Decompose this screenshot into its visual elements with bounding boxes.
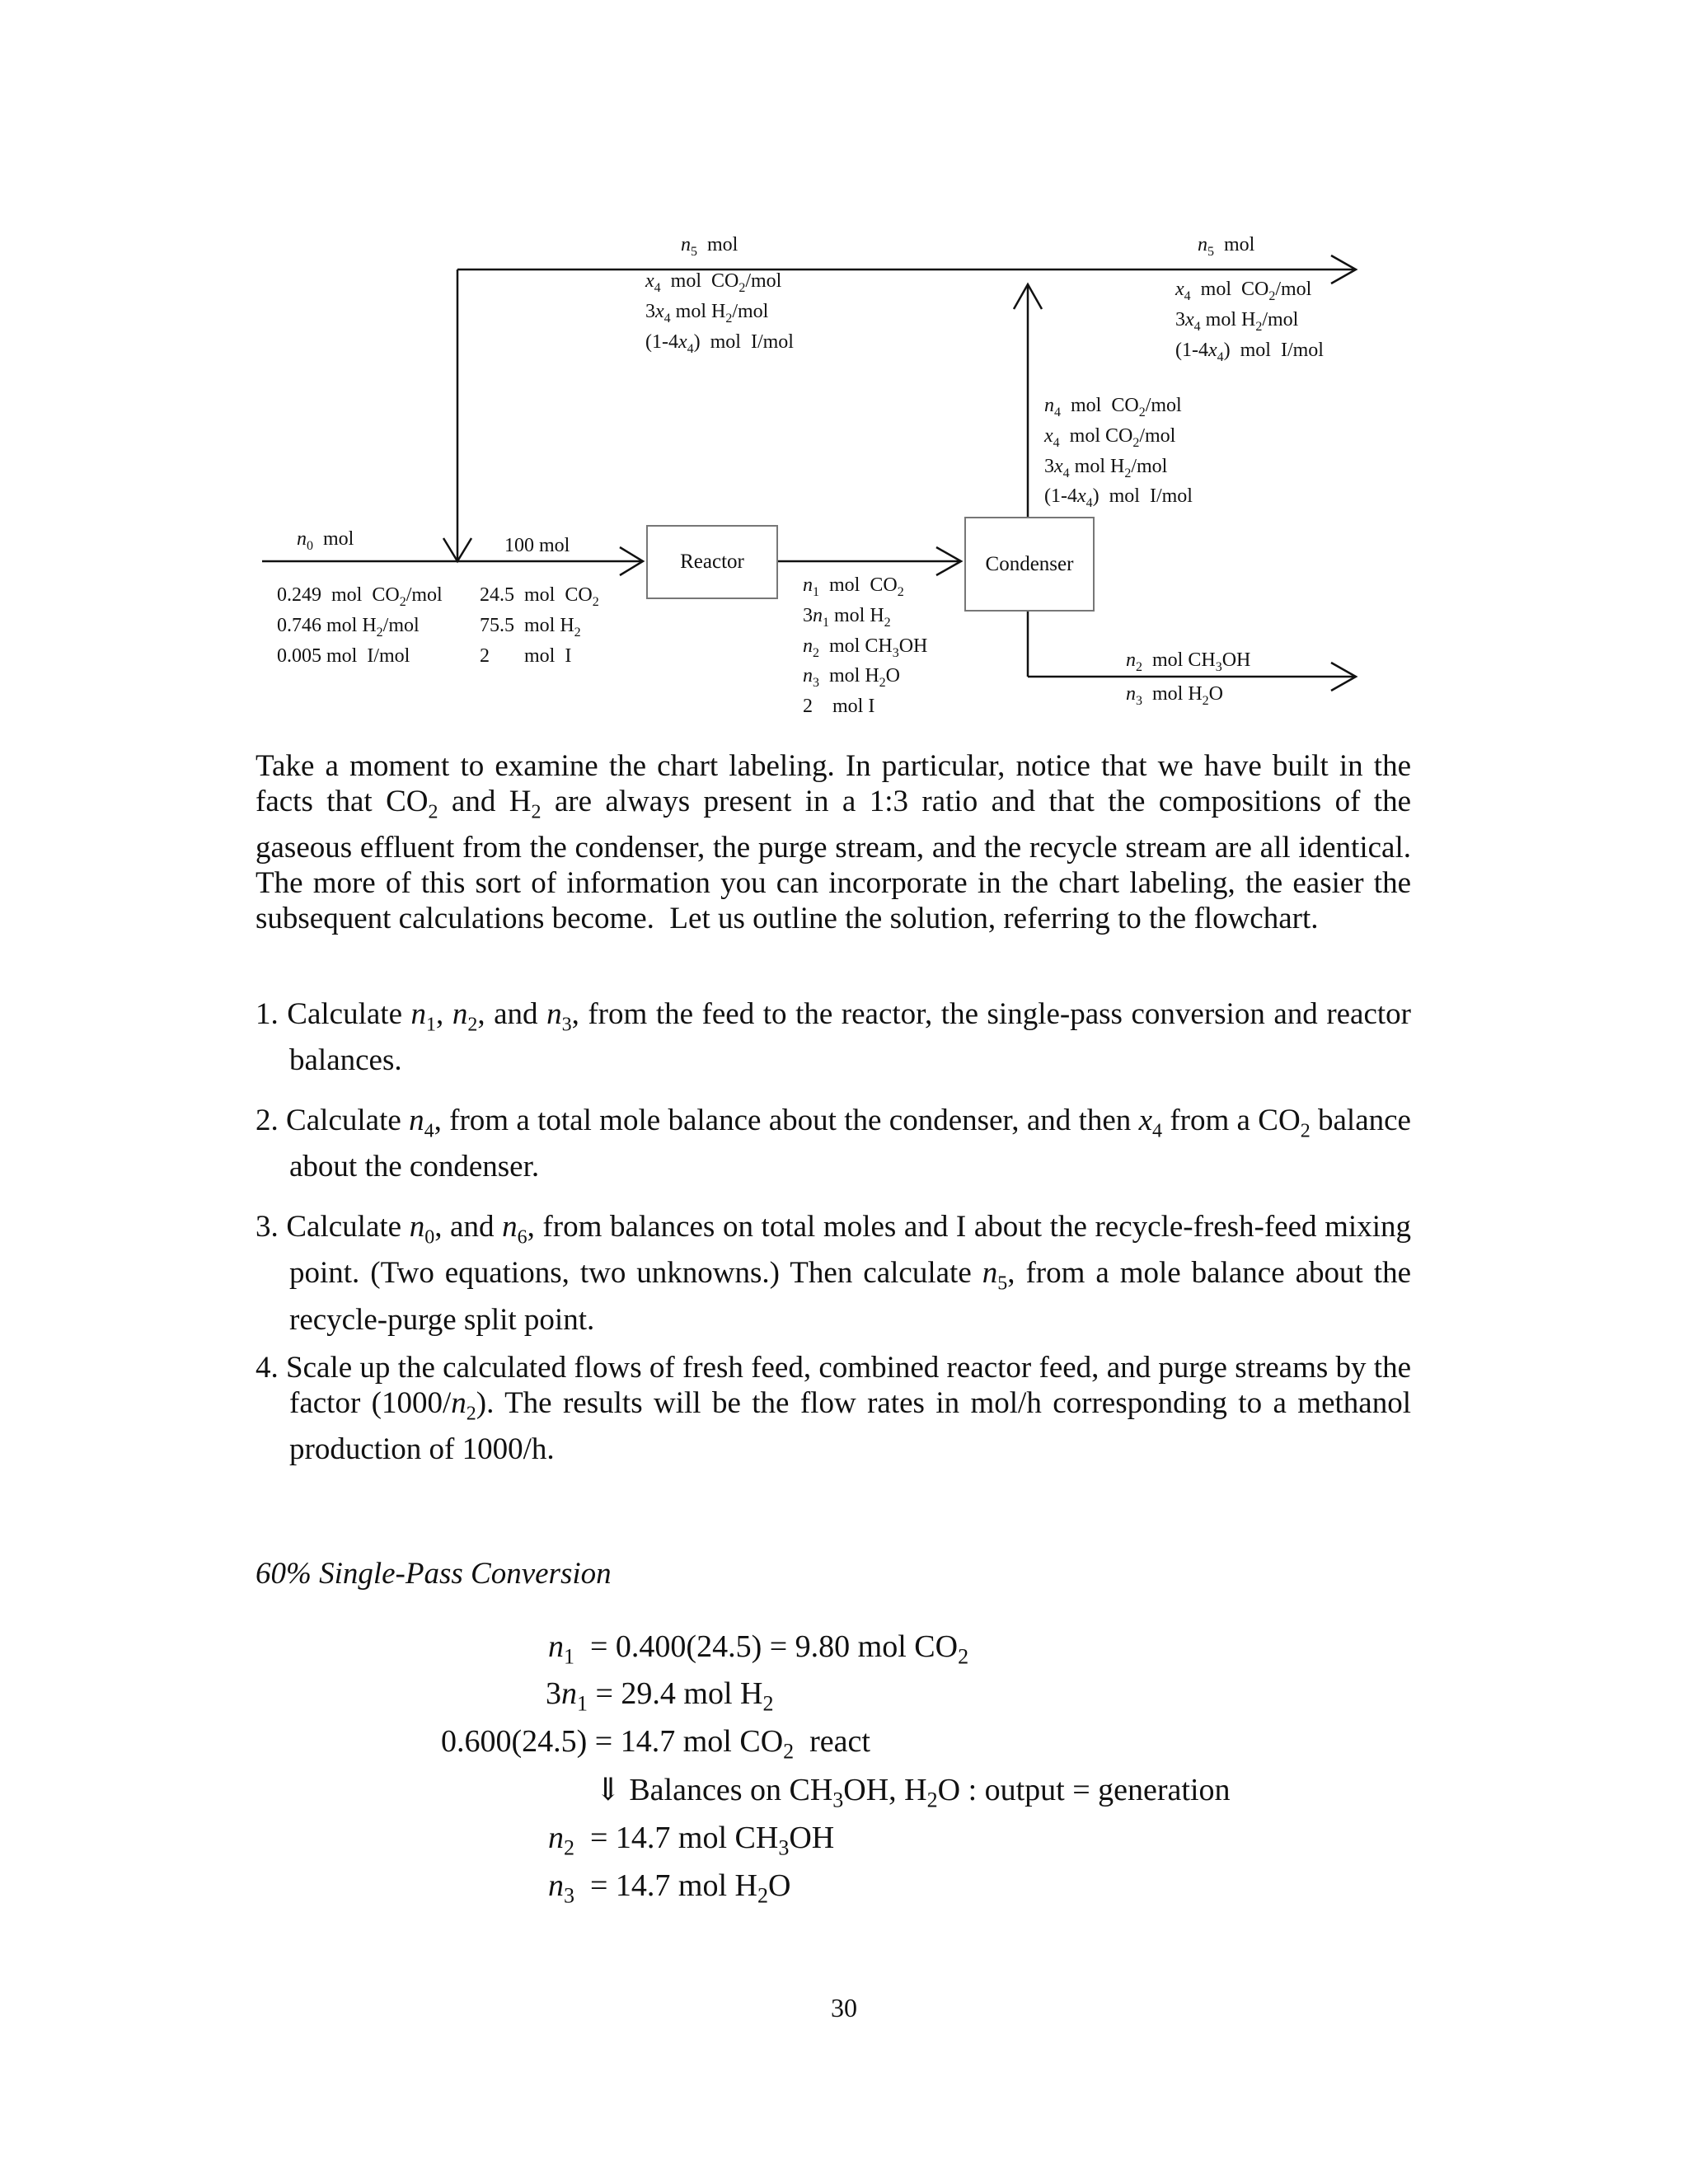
equation-n2: $n_2 = 14.7$ mol $CH_3OH$ <box>548 1821 835 1860</box>
step-4: 4. Scale up the calculated flows of fresh feed, combined reactor feed, and purge streams by the factor $(1000/n_2)$. The results will be the flow rates in mol/h corresponding to a methanol production of 1000/h. <box>256 1351 1411 1467</box>
equation-n3: $n_3 = 14.7$ mol $H_2O$ <box>548 1868 791 1908</box>
liquid-product-methanol: $n_2$ mol $CH_3OH$ <box>1126 649 1251 674</box>
page-number: 30 <box>831 1993 857 2022</box>
section-heading: 60% Single-Pass Conversion <box>256 1557 612 1591</box>
reactor-feed-composition: 24.5 mol $CO_2$ 75.5 mol $H_2$ 2 mol I <box>480 584 599 667</box>
condenser-label: Condenser <box>985 552 1074 575</box>
recycle-stream-composition: $x_4$ mol $CO_2$/mol $3x_4$ mol $H_2$/mol $(1-4x_4)$ mol I/mol <box>645 270 794 356</box>
reactor-label: Reactor <box>680 551 744 573</box>
purge-stream-amount: $n_5$ mol <box>1198 234 1255 259</box>
fresh-feed-composition: 0.249 mol $CO_2$/mol 0.746 mol $H_2$/mol 0.005 mol I/mol <box>277 584 443 667</box>
reactor-feed-amount: 100 mol <box>504 535 570 556</box>
step-2: 2. Calculate $n_4$, from a total mole balance about the condenser, and then $x_4$ from a $CO_2$ balance about the condenser. <box>256 1104 1411 1184</box>
recycle-stream-amount: $n_5$ mol <box>681 234 738 259</box>
equation-3n1: $3n_1 = 29.4$ mol $H_2$ <box>546 1676 774 1716</box>
step-3: 3. Calculate $n_0$, and $n_6$, from balances on total moles and I about the recycle-fresh-feed mixing point. (Two equations, two unknowns.) Then calculate $n_5$, from a mole balance about the recycle-purge split point. <box>256 1210 1411 1337</box>
equation-react: 0.600(24.5) = 14.7 mol $CO_2$ react <box>441 1724 870 1764</box>
equation-balances: ⇓ Balances on $CH_3OH$, $H_2O$ : output = generation <box>595 1773 1231 1812</box>
fresh-feed-amount: $n_0$ mol <box>297 528 354 553</box>
step-1: 1. Calculate $n_1$, $n_2$, and $n_3$, from the feed to the reactor, the single-pass conversion and reactor balances. <box>256 997 1412 1078</box>
purge-stream-composition: $x_4$ mol $CO_2$/mol $3x_4$ mol $H_2$/mol $(1-4x_4)$ mol I/mol <box>1175 279 1324 364</box>
reactor-effluent-composition: $n_1$ mol $CO_2$ $3n_1$ mol $H_2$ $n_2$ mol $CH_3OH$ $n_3$ mol $H_2O$ 2 mol I <box>803 574 928 718</box>
liquid-product-water: $n_3$ mol $H_2O$ <box>1126 683 1224 708</box>
condenser-box <box>964 517 1095 612</box>
reactor-box <box>646 525 778 599</box>
equation-n1: $n_1 = 0.400(24.5) = 9.80$ mol $CO_2$ <box>548 1629 969 1669</box>
condenser-gas-composition: $n_4$ mol $CO_2$/mol $x_4$ mol $CO_2$/mol $3x_4$ mol $H_2$/mol $(1-4x_4)$ mol I/mol <box>1044 395 1193 511</box>
intro-paragraph: Take a moment to examine the chart labeling. In particular, notice that we have built in the facts that $CO_2$ and $H_2$ are always present in a 1:3 ratio and that the compositions of the gaseous effluent from the condenser, the purge stream, and the recycle stream are all identical. The more of this sort of information you can incorporate in the chart labeling, the easier the subsequent calculations become. Let us outline the solution, referring to the flowchart. <box>256 749 1411 936</box>
